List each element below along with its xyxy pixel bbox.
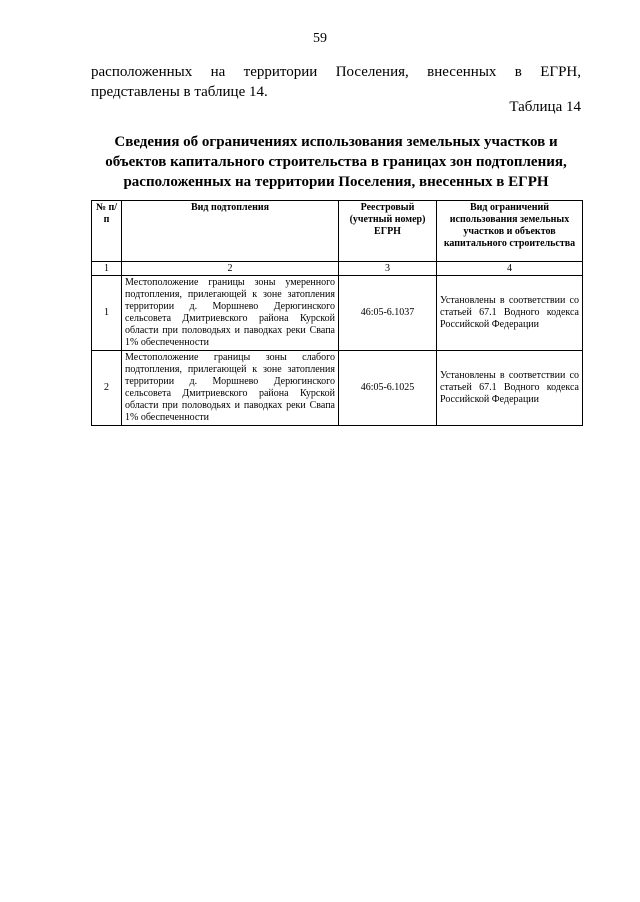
table-row bbox=[92, 276, 583, 351]
header-restriction: Вид ограничений использования земельных участков и объектов капитального строительства bbox=[437, 201, 583, 262]
row-registry-number: 46:05-6.1025 bbox=[339, 351, 437, 426]
header-type: Вид подтопления bbox=[122, 201, 339, 262]
column-number: 2 bbox=[122, 262, 339, 276]
page-number: 59 bbox=[313, 31, 327, 46]
table-header-row bbox=[92, 201, 583, 262]
intro-text-line-1: расположенных на территории Поселения, внесенных в ЕГРН, bbox=[91, 64, 581, 80]
table-row bbox=[92, 351, 583, 426]
restrictions-table bbox=[91, 200, 583, 426]
header-num: № п/п bbox=[92, 201, 122, 262]
row-restriction: Установлены в соответствии со статьей 67.1 Водного кодекса Российской Федерации bbox=[437, 351, 583, 426]
row-num: 2 bbox=[92, 351, 122, 426]
row-flood-type: Местоположение границы зоны слабого подтопления, прилегающей к зоне затопления территории д. Моршнево Дерюгинского сельсовета Дмитриевского района Курской области при половодьях и паводках реки Свапа 1% обеспеченности bbox=[122, 351, 339, 426]
table-title: Сведения об ограничениях использования земельных участков и объектов капитального строительства в границах зон подтопления, расположенных на территории Поселения, внесенных в ЕГРН bbox=[105, 134, 567, 190]
intro-text-line-2: представлены в таблице 14. bbox=[91, 84, 268, 100]
table-label: Таблица 14 bbox=[509, 99, 581, 115]
row-flood-type: Местоположение границы зоны умеренного подтопления, прилегающей к зоне затопления территории д. Моршнево Дерюгинского сельсовета Дмитриевского района Курской области при половодьях и паводках реки Свапа 1% обеспеченности bbox=[122, 276, 339, 351]
header-registry: Реестровый (учетный номер) ЕГРН bbox=[339, 201, 437, 262]
column-number: 1 bbox=[92, 262, 122, 276]
column-number: 4 bbox=[437, 262, 583, 276]
column-number-row bbox=[92, 262, 583, 276]
column-number: 3 bbox=[339, 262, 437, 276]
row-registry-number: 46:05-6.1037 bbox=[339, 276, 437, 351]
row-restriction: Установлены в соответствии со статьей 67.1 Водного кодекса Российской Федерации bbox=[437, 276, 583, 351]
row-num: 1 bbox=[92, 276, 122, 351]
